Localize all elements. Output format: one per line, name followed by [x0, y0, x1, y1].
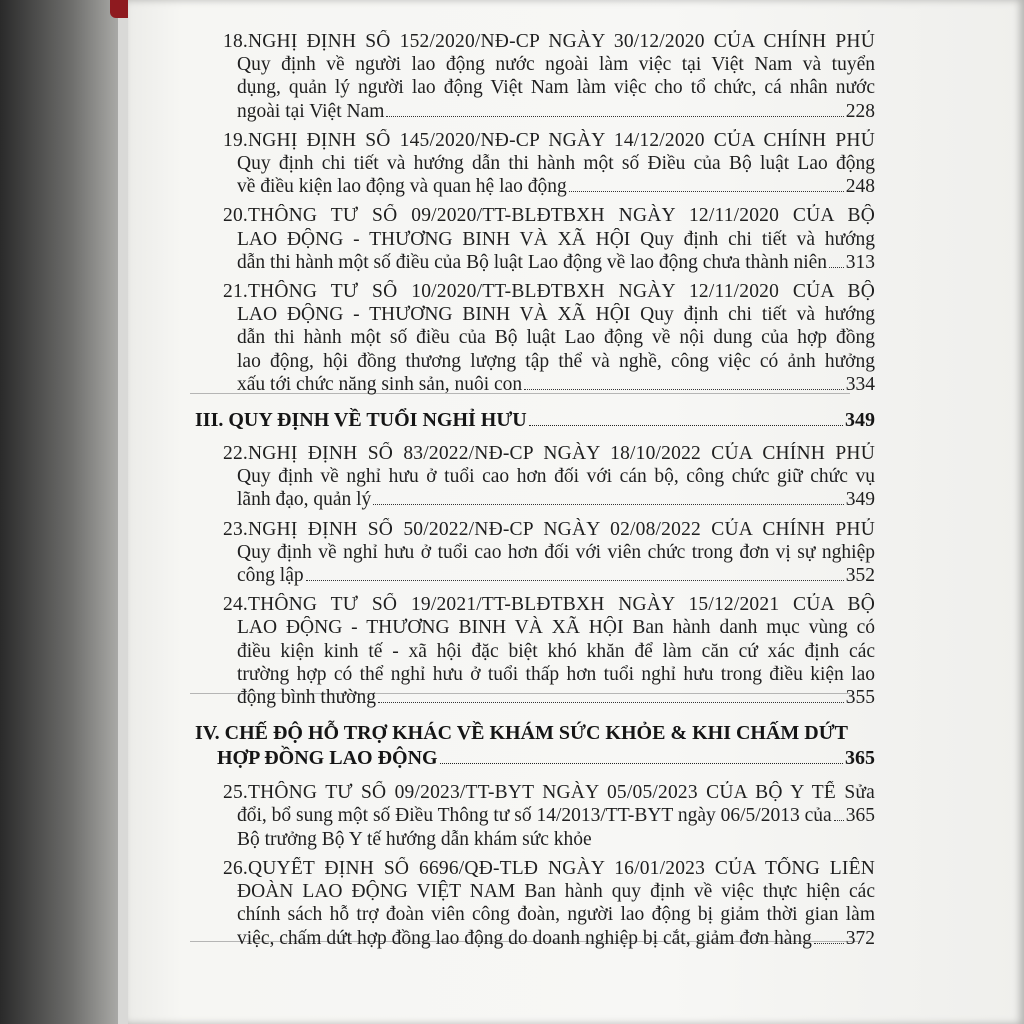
entry-heading: 20.THÔNG TƯ SỐ 09/2020/TT-BLĐTBXH NGÀY 12/11/2020 CỦA BỘ: [223, 205, 875, 227]
page-number: 365: [845, 805, 875, 827]
page-number: 334: [845, 373, 875, 395]
entry-last-text: ngoài tại Việt Nam: [237, 100, 385, 122]
page-number: 352: [845, 565, 875, 587]
entry-last-line: [195, 804, 875, 827]
entry-line: LAO ĐỘNG - THƯƠNG BINH VÀ XÃ HỘI Ban hành danh mục vùng có: [237, 617, 875, 639]
leader-dots: [440, 763, 843, 764]
section-title: HỢP ĐỒNG LAO ĐỘNG: [217, 747, 438, 770]
toc-entry: [195, 781, 875, 851]
entry-last-line: [195, 251, 875, 274]
section-title: III. QUY ĐỊNH VỀ TUỔI NGHỈ HƯU: [195, 409, 527, 432]
toc-entry: [195, 204, 875, 274]
entry-line: Quy định chi tiết và hướng dẫn thi hành một số Điều của Bộ luật Lao động: [237, 153, 875, 175]
entry-line: Quy định về nghỉ hưu ở tuổi cao hơn đối với viên chức trong đơn vị sự nghiệp: [237, 541, 875, 563]
page-number: 248: [845, 176, 875, 198]
toc-entry: [195, 857, 875, 950]
section-heading: [195, 408, 875, 432]
entry-line: dẫn thi hành một số điều của Bộ luật Lao động về nội dung của hợp đồng: [237, 327, 875, 349]
entry-heading: 21.THÔNG TƯ SỐ 10/2020/TT-BLĐTBXH NGÀY 12/11/2020 CỦA BỘ: [223, 281, 875, 303]
entry-line: dụng, quản lý người lao động Việt Nam làm việc cho tổ chức, cá nhân nước: [237, 77, 875, 99]
entry-last-text: động bình thường: [237, 687, 376, 709]
section-title: IV. CHẾ ĐỘ HỖ TRỢ KHÁC VỀ KHÁM SỨC KHỎE & KHI CHẤM DỨT: [195, 722, 849, 745]
leader-dots: [373, 504, 843, 505]
toc-entry: [195, 518, 875, 588]
section-title-line: [195, 746, 875, 771]
entry-heading: 23.NGHỊ ĐỊNH SỐ 50/2022/NĐ-CP NGÀY 02/08/2022 CỦA CHÍNH PHỦ: [223, 518, 875, 540]
toc-entry: [195, 30, 875, 123]
leader-dots: [386, 116, 843, 117]
entry-last-line: [195, 373, 875, 396]
table-of-contents: [195, 30, 875, 950]
leader-dots: [529, 425, 843, 426]
entry-line: Quy định về người lao động nước ngoài làm việc tại Việt Nam và tuyển: [237, 54, 875, 76]
entry-line: chính sách hỗ trợ đoàn viên công đoàn, người lao động bị giảm thời gian làm: [237, 904, 875, 926]
entry-heading: 24.THÔNG TƯ SỐ 19/2021/TT-BLĐTBXH NGÀY 15/12/2021 CỦA BỘ: [223, 594, 875, 616]
entry-last-line: [195, 564, 875, 587]
entry-last-line: [195, 927, 875, 950]
toc-entry: [195, 593, 875, 709]
leader-dots: [378, 702, 844, 703]
section-title-line: [195, 721, 875, 746]
entry-last-text: xấu tới chức năng sinh sản, nuôi con: [237, 373, 523, 395]
entry-line: ĐOÀN LAO ĐỘNG VIỆT NAM Ban hành quy định về việc thực hiện các: [237, 881, 875, 903]
entry-last-text: về điều kiện lao động và quan hệ lao động: [237, 176, 567, 198]
toc-entry: [195, 442, 875, 512]
entry-line: LAO ĐỘNG - THƯƠNG BINH VÀ XÃ HỘI Quy định chi tiết và hướng: [237, 228, 875, 250]
leader-dots: [569, 191, 844, 192]
page-number: 365: [845, 747, 875, 770]
entry-line: điều kiện kinh tế - xã hội đặc biệt khó khăn để làm căn cứ xác định các: [237, 640, 875, 662]
entry-line: Bộ trưởng Bộ Y tế hướng dẫn khám sức khỏe: [237, 828, 592, 850]
entry-heading: 18.NGHỊ ĐỊNH SỐ 152/2020/NĐ-CP NGÀY 30/12/2020 CỦA CHÍNH PHỦ: [223, 31, 875, 52]
entry-last-text: công lập: [237, 565, 304, 587]
entry-last-text: việc, chấm dứt hợp đồng lao động do doanh nghiệp bị cắt, giảm đơn hàng: [237, 927, 812, 949]
page-number: 228: [845, 100, 875, 122]
entry-line: LAO ĐỘNG - THƯƠNG BINH VÀ XÃ HỘI Quy định chi tiết và hướng: [237, 304, 875, 326]
entry-last-line: [195, 175, 875, 198]
entry-last-text: lãnh đạo, quản lý: [237, 489, 372, 511]
entry-heading: 22.NGHỊ ĐỊNH SỐ 83/2022/NĐ-CP NGÀY 18/10/2022 CỦA CHÍNH PHỦ: [223, 443, 875, 465]
leader-dots: [306, 580, 844, 581]
page-number: 349: [845, 489, 875, 511]
book-spine: [0, 0, 118, 1024]
entry-line: lao động, hội đồng thương lượng tập thể và nghề, công việc có ảnh hưởng: [237, 350, 875, 372]
page-number: 372: [845, 927, 875, 949]
entry-heading: 19.NGHỊ ĐỊNH SỐ 145/2020/NĐ-CP NGÀY 14/12/2020 CỦA CHÍNH PHỦ: [223, 129, 875, 151]
toc-entry: [195, 280, 875, 396]
entry-last-line: [195, 686, 875, 709]
entry-last-text: dẫn thi hành một số điều của Bộ luật Lao động về lao động chưa thành niên: [237, 251, 828, 273]
section-heading: [195, 721, 875, 771]
entry-heading: 25.THÔNG TƯ SỐ 09/2023/TT-BYT NGÀY 05/05/2023 CỦA BỘ Y TẾ Sửa: [223, 782, 875, 804]
entry-line: Quy định về nghỉ hưu ở tuổi cao hơn đối với cán bộ, công chức giữ chức vụ: [237, 466, 875, 488]
leader-dots: [814, 943, 844, 944]
toc-entry: [195, 129, 875, 199]
leader-dots: [829, 267, 844, 268]
leader-dots: [834, 820, 844, 821]
leader-dots: [524, 389, 844, 390]
page-number: 313: [845, 251, 875, 273]
entry-heading: 26.QUYẾT ĐỊNH SỐ 6696/QĐ-TLĐ NGÀY 16/01/2023 CỦA TỔNG LIÊN: [223, 857, 875, 879]
entry-last-text: đổi, bổ sung một số Điều Thông tư số 14/2013/TT-BYT ngày 06/5/2013 của: [237, 805, 832, 827]
page-number: 349: [845, 409, 875, 432]
entry-last-line: [195, 488, 875, 511]
page-number: 355: [845, 687, 875, 709]
entry-line: trường hợp có thể nghỉ hưu ở tuổi thấp hơn tuổi nghỉ hưu trong điều kiện lao: [237, 663, 875, 685]
entry-last-line: [195, 100, 875, 123]
